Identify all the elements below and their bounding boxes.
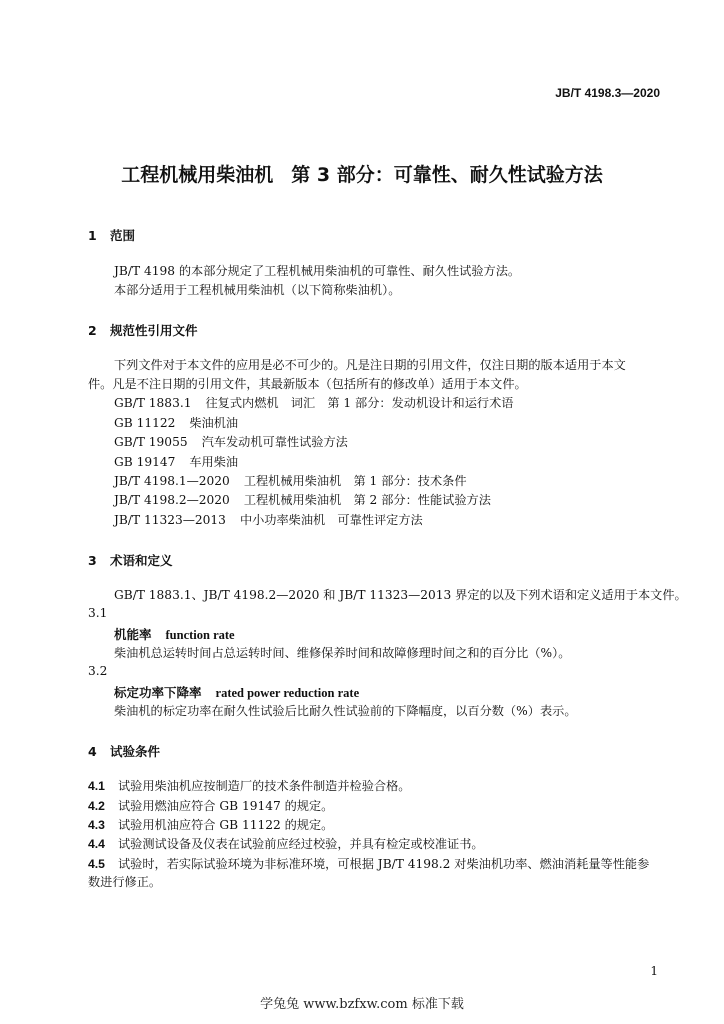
term-definition: 柴油机的标定功率在耐久性试验后比耐久性试验前的下降幅度，以百分数（%）表示。 [114, 704, 577, 718]
reference-title: 车用柴油 [189, 455, 239, 469]
section-heading-normative-references [88, 321, 198, 339]
section-number: 3 [88, 553, 97, 568]
reference-item [114, 491, 491, 508]
reference-item [114, 414, 238, 431]
reference-item [114, 511, 423, 528]
term-english: rated power reduction rate [215, 686, 360, 700]
item-number: 4.5 [88, 857, 105, 871]
term-definition: 柴油机总运转时间占总运转时间、维修保养时间和故障修理时间之和的百分比（%）。 [114, 646, 571, 660]
terms-intro: GB/T 1883.1、JB/T 4198.2—2020 和 JB/T 11323—2013 界定的以及下列术语和定义适用于本文件。 [114, 588, 687, 602]
section-heading-terms [88, 551, 173, 569]
title-part-1: 工程机械用柴油机 [121, 164, 274, 186]
term-heading [114, 625, 235, 643]
reference-title: 汽车发动机可靠性试验方法 [201, 435, 348, 449]
condition-item [88, 777, 411, 794]
item-number: 4.1 [88, 779, 105, 793]
normative-intro-line-1: 下列文件对于本文件的应用是必不可少的。凡是注日期的引用文件，仅注日期的版本适用于本文 [114, 358, 626, 372]
footer-watermark-text: 学兔兔 www.bzfxw.com 标准下载 [260, 997, 464, 1012]
reference-item [114, 472, 467, 489]
reference-title: 柴油机油 [189, 416, 239, 430]
scope-paragraph-1: JB/T 4198 的本部分规定了工程机械用柴油机的可靠性、耐久性试验方法。 [114, 264, 521, 278]
section-heading-test-conditions [88, 742, 160, 760]
reference-code: GB 11122 [114, 416, 176, 430]
page-number: 1 [650, 964, 658, 978]
reference-item [114, 433, 348, 450]
section-title: 术语和定义 [110, 553, 173, 568]
title-part-2: 第 3 部分：可靠性、耐久性试验方法 [291, 164, 603, 186]
item-number: 4.4 [88, 837, 105, 851]
section-title: 范围 [110, 228, 136, 243]
reference-code: JB/T 11323—2013 [114, 513, 226, 527]
reference-title: 往复式内燃机 词汇 第 1 部分：发动机设计和运行术语 [205, 396, 514, 410]
section-title: 规范性引用文件 [110, 323, 198, 338]
item-number: 4.2 [88, 799, 105, 813]
reference-item [114, 394, 513, 411]
scope-paragraph-2: 本部分适用于工程机械用柴油机（以下简称柴油机）。 [114, 283, 401, 297]
reference-code: GB/T 1883.1 [114, 396, 192, 410]
item-text: 试验用机油应符合 GB 11122 的规定。 [118, 818, 334, 832]
condition-item [88, 797, 333, 814]
item-text: 试验用柴油机应按制造厂的技术条件制造并检验合格。 [118, 779, 411, 793]
reference-title: 工程机械用柴油机 第 1 部分：技术条件 [243, 474, 467, 488]
standard-number: JB/T 4198.3—2020 [555, 86, 660, 100]
normative-intro-line-2: 件。凡是不注日期的引用文件，其最新版本（包括所有的修改单）适用于本文件。 [88, 377, 527, 391]
reference-code: GB/T 19055 [114, 435, 188, 449]
condition-item-continuation: 数进行修正。 [88, 875, 162, 889]
item-number: 4.3 [88, 818, 105, 832]
reference-code: JB/T 4198.2—2020 [114, 493, 230, 507]
reference-code: GB 19147 [114, 455, 176, 469]
item-text: 试验用燃油应符合 GB 19147 的规定。 [118, 799, 334, 813]
section-number: 1 [88, 228, 97, 243]
condition-item [88, 835, 484, 852]
reference-code: JB/T 4198.1—2020 [114, 474, 230, 488]
condition-item [88, 816, 333, 833]
section-title: 试验条件 [110, 744, 161, 759]
document-title [0, 160, 724, 187]
reference-title: 工程机械用柴油机 第 2 部分：性能试验方法 [243, 493, 491, 507]
section-number: 2 [88, 323, 97, 338]
section-number: 4 [88, 744, 97, 759]
item-text: 试验测试设备及仪表在试验前应经过校验，并具有检定或校准证书。 [118, 837, 484, 851]
term-number: 3.1 [88, 606, 108, 620]
term-number: 3.2 [88, 664, 108, 678]
term-english: function rate [165, 628, 235, 642]
term-heading [114, 683, 359, 701]
reference-item [114, 453, 238, 470]
term-chinese: 标定功率下降率 [114, 685, 202, 700]
section-heading-scope [88, 226, 135, 244]
condition-item [88, 855, 649, 872]
reference-title: 中小功率柴油机 可靠性评定方法 [239, 513, 423, 527]
term-chinese: 机能率 [114, 627, 152, 642]
item-text: 试验时，若实际试验环境为非标准环境，可根据 JB/T 4198.2 对柴油机功率、燃油消耗量等性能参 [118, 857, 650, 871]
